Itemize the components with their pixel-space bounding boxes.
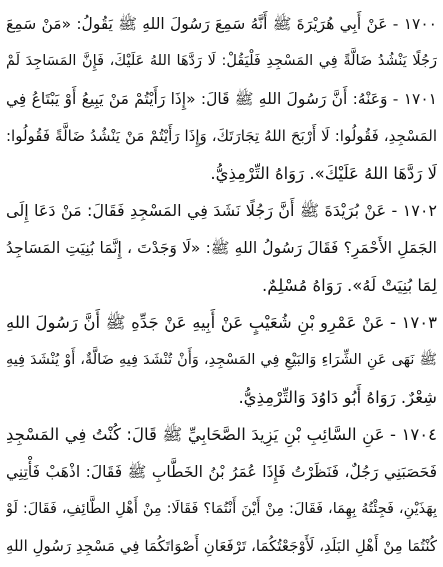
text-line-11: شِعْرٌ. رَوَاهُ أَبُو دَاوُدَ وَالتِّرْمِذِيُّ.: [238, 387, 437, 407]
text-line-13: فَحَصَبَنِي رَجُلٌ، فَنَظَرْتُ فَإِذَا عُمَرُ بْنُ الخَطَّابِ ﷺ فَقَالَ: اذْهَبْ فَأْتِنِي: [6, 462, 437, 481]
text-line-5: لَا رَدَّهَا اللهُ عَلَيْكَ». رَوَاهُ التِّرْمِذِيُّ.: [210, 164, 437, 184]
text-line-1: ١٧٠٠ - عَنْ أَبِي هُرَيْرَةَ ﷺ أَنَّهُ سَمِعَ رَسُولَ اللهِ ﷺ يَقُولُ: «مَنْ سَمِعَ: [6, 15, 437, 33]
text-line-9: ١٧٠٣ - عَنْ عَمْرِو بْنِ شُعَيْبٍ عَنْ أَبِيهِ عَنْ جَدِّهِ ﷺ أَنَّ رَسُولَ اللهِ: [6, 313, 437, 333]
text-line-4: المَسْجِدِ، فَقُولُوا: لَا أَرْبَحَ اللهُ تِجَارَتَكَ، وَإِذَا رَأَيْتُمْ مَنْ يَنْشُدُ ضَالَّةً فَقُولُوا:: [6, 126, 437, 145]
text-line-12: ١٧٠٤ - عَنِ السَّائِبِ بْنِ يَزِيدَ الصَّحَابِيِّ ﷺ قَالَ: كُنْتُ فِي المَسْجِدِ: [6, 425, 437, 445]
text-line-2: رَجُلًا يَنْشُدُ ضَالَّةً فِي المَسْجِدِ فَلْيَقُلْ: لَا رَدَّهَا اللهُ عَلَيْكَ، فَإِنَّ المَسَاجِدَ لَمْ: [6, 53, 437, 70]
text-line-14: بِهَذَيْنِ، فَجِئْتُهُ بِهِمَا، فَقَالَ: مِنْ أَيْنَ أَنْتُمَا؟ فَقَالَا: مِنْ أَهْلِ الطَّائِفِ، فَقَالَ: لَوْ: [6, 500, 437, 517]
text-line-3: ١٧٠١ - وَعَنْهُ: أَنَّ رَسُولَ اللهِ ﷺ قَالَ: «إِذَا رَأَيْتُمْ مَنْ يَبِيعُ أَوْ يَبْتَاعُ فِي: [6, 89, 437, 108]
text-line-15: كُنْتُمَا مِنْ أَهْلِ البَلَدِ، لَأَوْجَعْتُكُمَا، تَرْفَعَانِ أَصْوَاتَكُمَا فِي مَسْجِدِ رَسُولِ اللهِ: [6, 537, 437, 556]
text-line-8: لِمَا بُنِيَتْ لَهُ». رَوَاهُ مُسْلِمٌ.: [262, 276, 437, 296]
text-line-7: الجَمَلِ الأَحْمَرِ؟ فَقَالَ رَسُولُ اللهِ ﷺ: «لَا وَجَدْتَ ، إِنَّمَا بُنِيَتِ المَسَاجِدُ: [6, 238, 437, 257]
text-line-6: ١٧٠٢ - عَنْ بُرَيْدَةَ ﷺ أَنَّ رَجُلًا نَشَدَ فِي المَسْجِدِ فَقَالَ: مَنْ دَعَا إِلَى: [6, 201, 437, 221]
text-line-10: ﷺ نَهَى عَنِ الشِّرَاءِ وَالبَيْعِ فِي المَسْجِدِ، وَأَنْ تُنْشَدَ فِيهِ ضَالَّةٌ، أَوْ يُنْشَدَ فِيهِ: [6, 351, 437, 368]
